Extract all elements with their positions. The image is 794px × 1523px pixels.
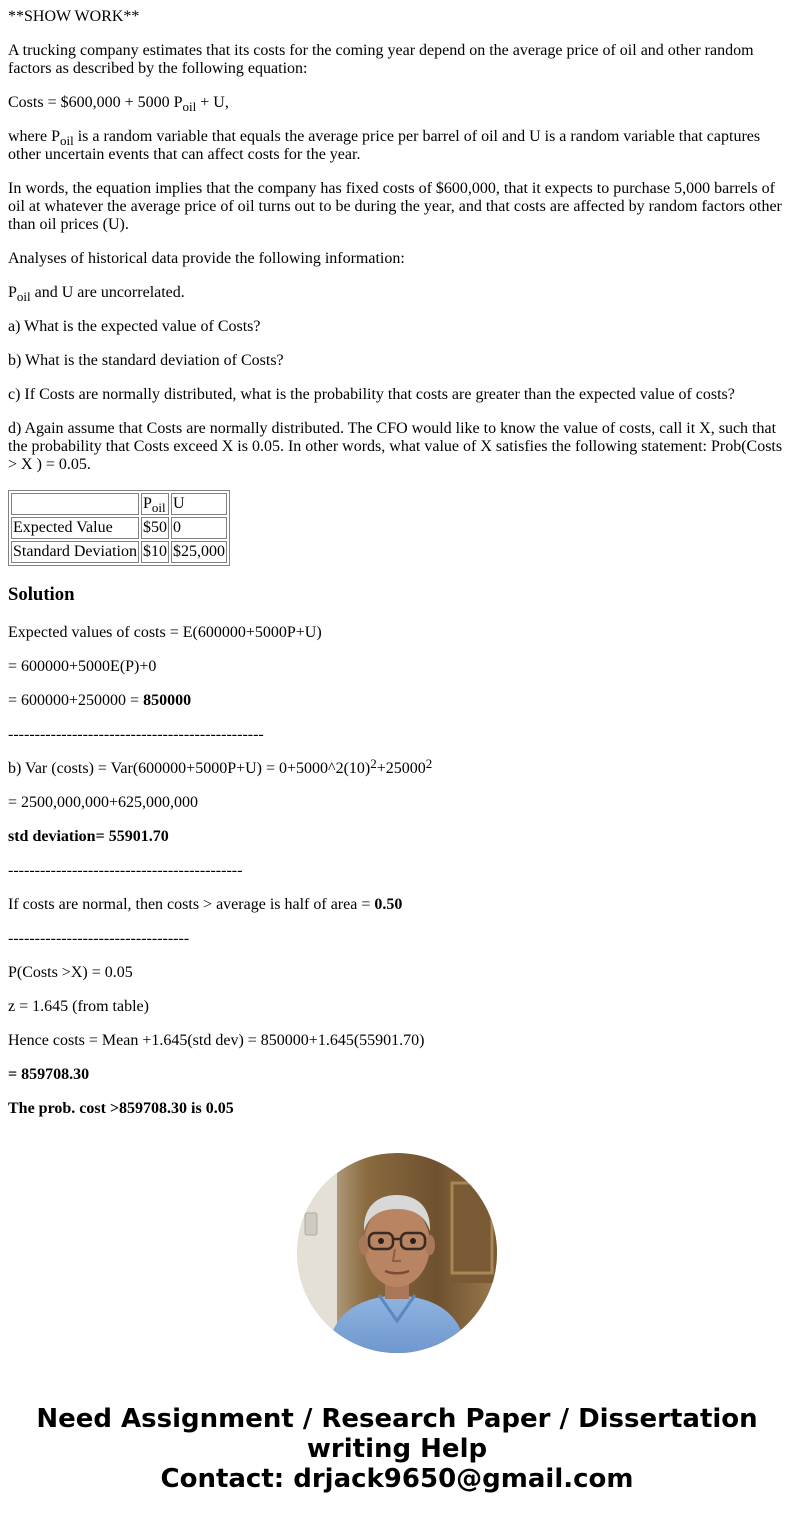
question-a: a) What is the expected value of Costs? bbox=[8, 318, 261, 335]
table-header-u: U bbox=[171, 493, 227, 515]
separator: -------------------------------------------- bbox=[8, 862, 243, 879]
variable-definition-text: where P bbox=[8, 128, 60, 145]
variable-definition bbox=[8, 128, 786, 164]
promo-text bbox=[0, 1404, 794, 1494]
statistics-table bbox=[8, 490, 230, 566]
final-statement: The prob. cost >859708.30 is 0.05 bbox=[8, 1100, 234, 1117]
row-label: Standard Deviation bbox=[11, 541, 139, 563]
solution-line bbox=[8, 756, 786, 778]
avatar-portrait bbox=[297, 1153, 497, 1353]
table-header-row bbox=[11, 493, 227, 515]
table-row bbox=[11, 517, 227, 539]
solution-heading: Solution bbox=[8, 584, 75, 605]
oil-subscript: oil bbox=[182, 99, 197, 114]
solution-line: Hence costs = Mean +1.645(std dev) = 850000+1.645(55901.70) bbox=[8, 1032, 425, 1049]
row-poil-value: $50 bbox=[141, 517, 169, 539]
avatar bbox=[297, 1153, 497, 1353]
expected-value-answer: 850000 bbox=[143, 692, 192, 709]
uncorrelated-statement bbox=[8, 284, 786, 302]
std-deviation-answer: std deviation= 55901.70 bbox=[8, 828, 169, 845]
solution-text: b) Var (costs) = Var(600000+5000P+U) = 0+5000^2(10) bbox=[8, 760, 371, 777]
oil-subscript: oil bbox=[151, 500, 166, 515]
contact-line: Contact: drjack9650@gmail.com bbox=[160, 1464, 634, 1494]
oil-subscript: oil bbox=[59, 133, 74, 148]
document-content bbox=[8, 0, 786, 1123]
cost-equation-text: Costs = $600,000 + 5000 P bbox=[8, 94, 183, 111]
x-value-answer: = 859708.30 bbox=[8, 1066, 90, 1083]
show-work-label: **SHOW WORK** bbox=[8, 8, 140, 25]
exponent: 2 bbox=[425, 756, 433, 771]
solution-text: +25000 bbox=[376, 760, 426, 777]
solution-line: P(Costs >X) = 0.05 bbox=[8, 964, 133, 981]
variable-definition-tail: is a random variable that equals the average price per barrel of oil and U is a random variable that captures other uncertain events that can affect costs for the year. bbox=[8, 128, 761, 163]
solution-line bbox=[8, 692, 786, 710]
solution-text: = 600000+250000 = bbox=[8, 692, 144, 709]
separator: ------------------------------------------------ bbox=[8, 726, 264, 743]
solution-line: = 2500,000,000+625,000,000 bbox=[8, 794, 199, 811]
row-u-value: $25,000 bbox=[171, 541, 227, 563]
question-c: c) If Costs are normally distributed, what is the probability that costs are greater than the expected value of costs? bbox=[8, 386, 735, 403]
uncorrelated-text: P bbox=[8, 284, 17, 301]
row-label: Expected Value bbox=[11, 517, 139, 539]
row-u-value: 0 bbox=[171, 517, 227, 539]
promo-footer bbox=[0, 1123, 794, 1523]
solution-line: Expected values of costs = E(600000+5000P+U) bbox=[8, 624, 322, 641]
promo-line-1: Need Assignment / Research Paper / Dissertation bbox=[36, 1404, 758, 1434]
solution-line bbox=[8, 896, 786, 914]
exponent: 2 bbox=[370, 756, 377, 771]
solution-line: = 600000+5000E(P)+0 bbox=[8, 658, 157, 675]
table-row bbox=[11, 541, 227, 563]
row-poil-value: $10 bbox=[141, 541, 169, 563]
promo-line-2: writing Help bbox=[306, 1434, 488, 1464]
table-corner-cell bbox=[11, 493, 139, 515]
question-d: d) Again assume that Costs are normally distributed. The CFO would like to know the value of costs, call it X, such that the probability that Costs exceed X is 0.05. In other words, what value of X satisfies the following statement: Prob(Costs > X ) = 0.05. bbox=[8, 420, 783, 473]
uncorrelated-tail: and U are uncorrelated. bbox=[30, 284, 185, 301]
analyses-intro: Analyses of historical data provide the following information: bbox=[8, 250, 405, 267]
solution-text: If costs are normal, then costs > average is half of area = bbox=[8, 896, 375, 913]
problem-intro: A trucking company estimates that its costs for the coming year depend on the average price of oil and other random factors as described by the following equation: bbox=[8, 42, 754, 77]
solution-line: z = 1.645 (from table) bbox=[8, 998, 149, 1015]
header-p-text: P bbox=[142, 495, 152, 512]
question-b: b) What is the standard deviation of Costs? bbox=[8, 352, 284, 369]
cost-equation bbox=[8, 94, 786, 112]
probability-answer: 0.50 bbox=[374, 896, 403, 913]
table-header-poil bbox=[141, 493, 169, 515]
oil-subscript: oil bbox=[16, 289, 31, 304]
separator: ---------------------------------- bbox=[8, 930, 190, 947]
words-explanation: In words, the equation implies that the company has fixed costs of $600,000, that it expects to purchase 5,000 barrels of oil at whatever the average price of oil turns out to be during the year, and that costs are affected by random factors other than oil prices (U). bbox=[8, 180, 782, 233]
cost-equation-tail: + U, bbox=[196, 94, 229, 111]
